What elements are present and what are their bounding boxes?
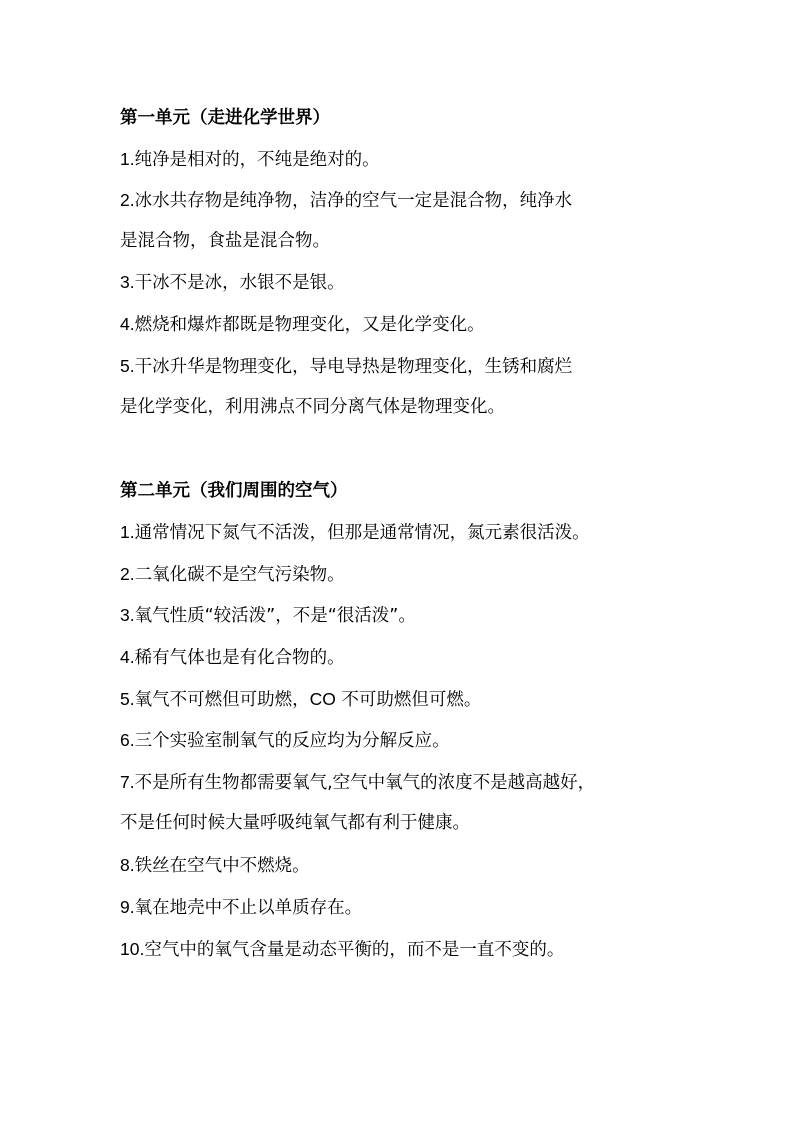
section2-item-7 <box>120 771 595 794</box>
item-number: 8. <box>120 855 135 875</box>
item-number: 6. <box>120 730 135 750</box>
section1-item-5-cont: 是化学变化，利用沸点不同分离气体是物理变化。 <box>120 397 505 417</box>
item-number: 5. <box>120 356 135 376</box>
item-text: 稀有气体也是有化合物的。 <box>134 648 345 668</box>
section2-item-6 <box>120 729 450 752</box>
item-number: 7. <box>120 772 135 792</box>
section2-item-3 <box>120 604 416 627</box>
item-number: 2. <box>120 564 135 584</box>
section2-item-5 <box>120 688 481 711</box>
section2-item-9 <box>120 896 362 919</box>
item-text: 氧气不可燃但可助燃， <box>134 690 310 710</box>
item-text: 铁丝在空气中不燃烧。 <box>134 856 310 876</box>
item-number: 1. <box>120 522 135 542</box>
section1-item-2 <box>120 189 572 212</box>
item-text: 空气中的氧气含量是动态平衡的，而不是一直不变的。 <box>144 940 565 960</box>
item-text-cont: 不可助燃但可燃。 <box>335 690 482 710</box>
item-number: 5. <box>120 689 135 709</box>
section1-item-2-cont: 是混合物，食盐是混合物。 <box>120 231 330 251</box>
item-number: 3. <box>120 605 135 625</box>
item-text: 通常情况下氮气不活泼，但那是通常情况，氮元素很活泼。 <box>134 523 590 543</box>
section2-title: 第二单元（我们周围的空气） <box>120 481 348 501</box>
section1-item-4 <box>120 313 485 336</box>
item-number: 1. <box>120 149 135 169</box>
item-text: 纯净是相对的，不纯是绝对的。 <box>134 150 380 170</box>
item-text: 氧气性质“较活泼”，不是“很活泼”。 <box>134 606 416 626</box>
item-number: 2. <box>120 190 135 210</box>
item-text: 不是所有生物都需要氧气,空气中氧气的浓度不是越高越好， <box>134 773 596 793</box>
section2-item-8 <box>120 854 310 877</box>
item-text: 氧在地壳中不止以单质存在。 <box>134 898 363 918</box>
item-text: 二氧化碳不是空气污染物。 <box>134 565 345 585</box>
item-number: 4. <box>120 647 135 667</box>
section2-item-4 <box>120 646 345 669</box>
section1-item-5 <box>120 355 572 378</box>
co-formula: CO <box>309 689 336 709</box>
item-text: 燃烧和爆炸都既是物理变化，又是化学变化。 <box>134 315 485 335</box>
item-text: 干冰不是冰，水银不是银。 <box>134 273 345 293</box>
section1-title: 第一单元（走进化学世界） <box>120 108 330 128</box>
item-number: 9. <box>120 897 135 917</box>
item-number: 4. <box>120 314 135 334</box>
section2-item-10 <box>120 938 564 961</box>
section1-item-3 <box>120 271 345 294</box>
item-number: 3. <box>120 272 135 292</box>
section2-item-1 <box>120 521 590 544</box>
item-text: 冰水共存物是纯净物，洁净的空气一定是混合物，纯净水 <box>134 191 573 211</box>
section2-item-7-cont: 不是任何时候大量呼吸纯氧气都有利于健康。 <box>120 813 470 833</box>
section2-item-2 <box>120 563 345 586</box>
item-number: 10. <box>120 939 145 959</box>
item-text: 三个实验室制氧气的反应均为分解反应。 <box>134 731 450 751</box>
item-text: 干冰升华是物理变化，导电导热是物理变化，生锈和腐烂 <box>134 357 573 377</box>
section1-item-1 <box>120 148 380 171</box>
